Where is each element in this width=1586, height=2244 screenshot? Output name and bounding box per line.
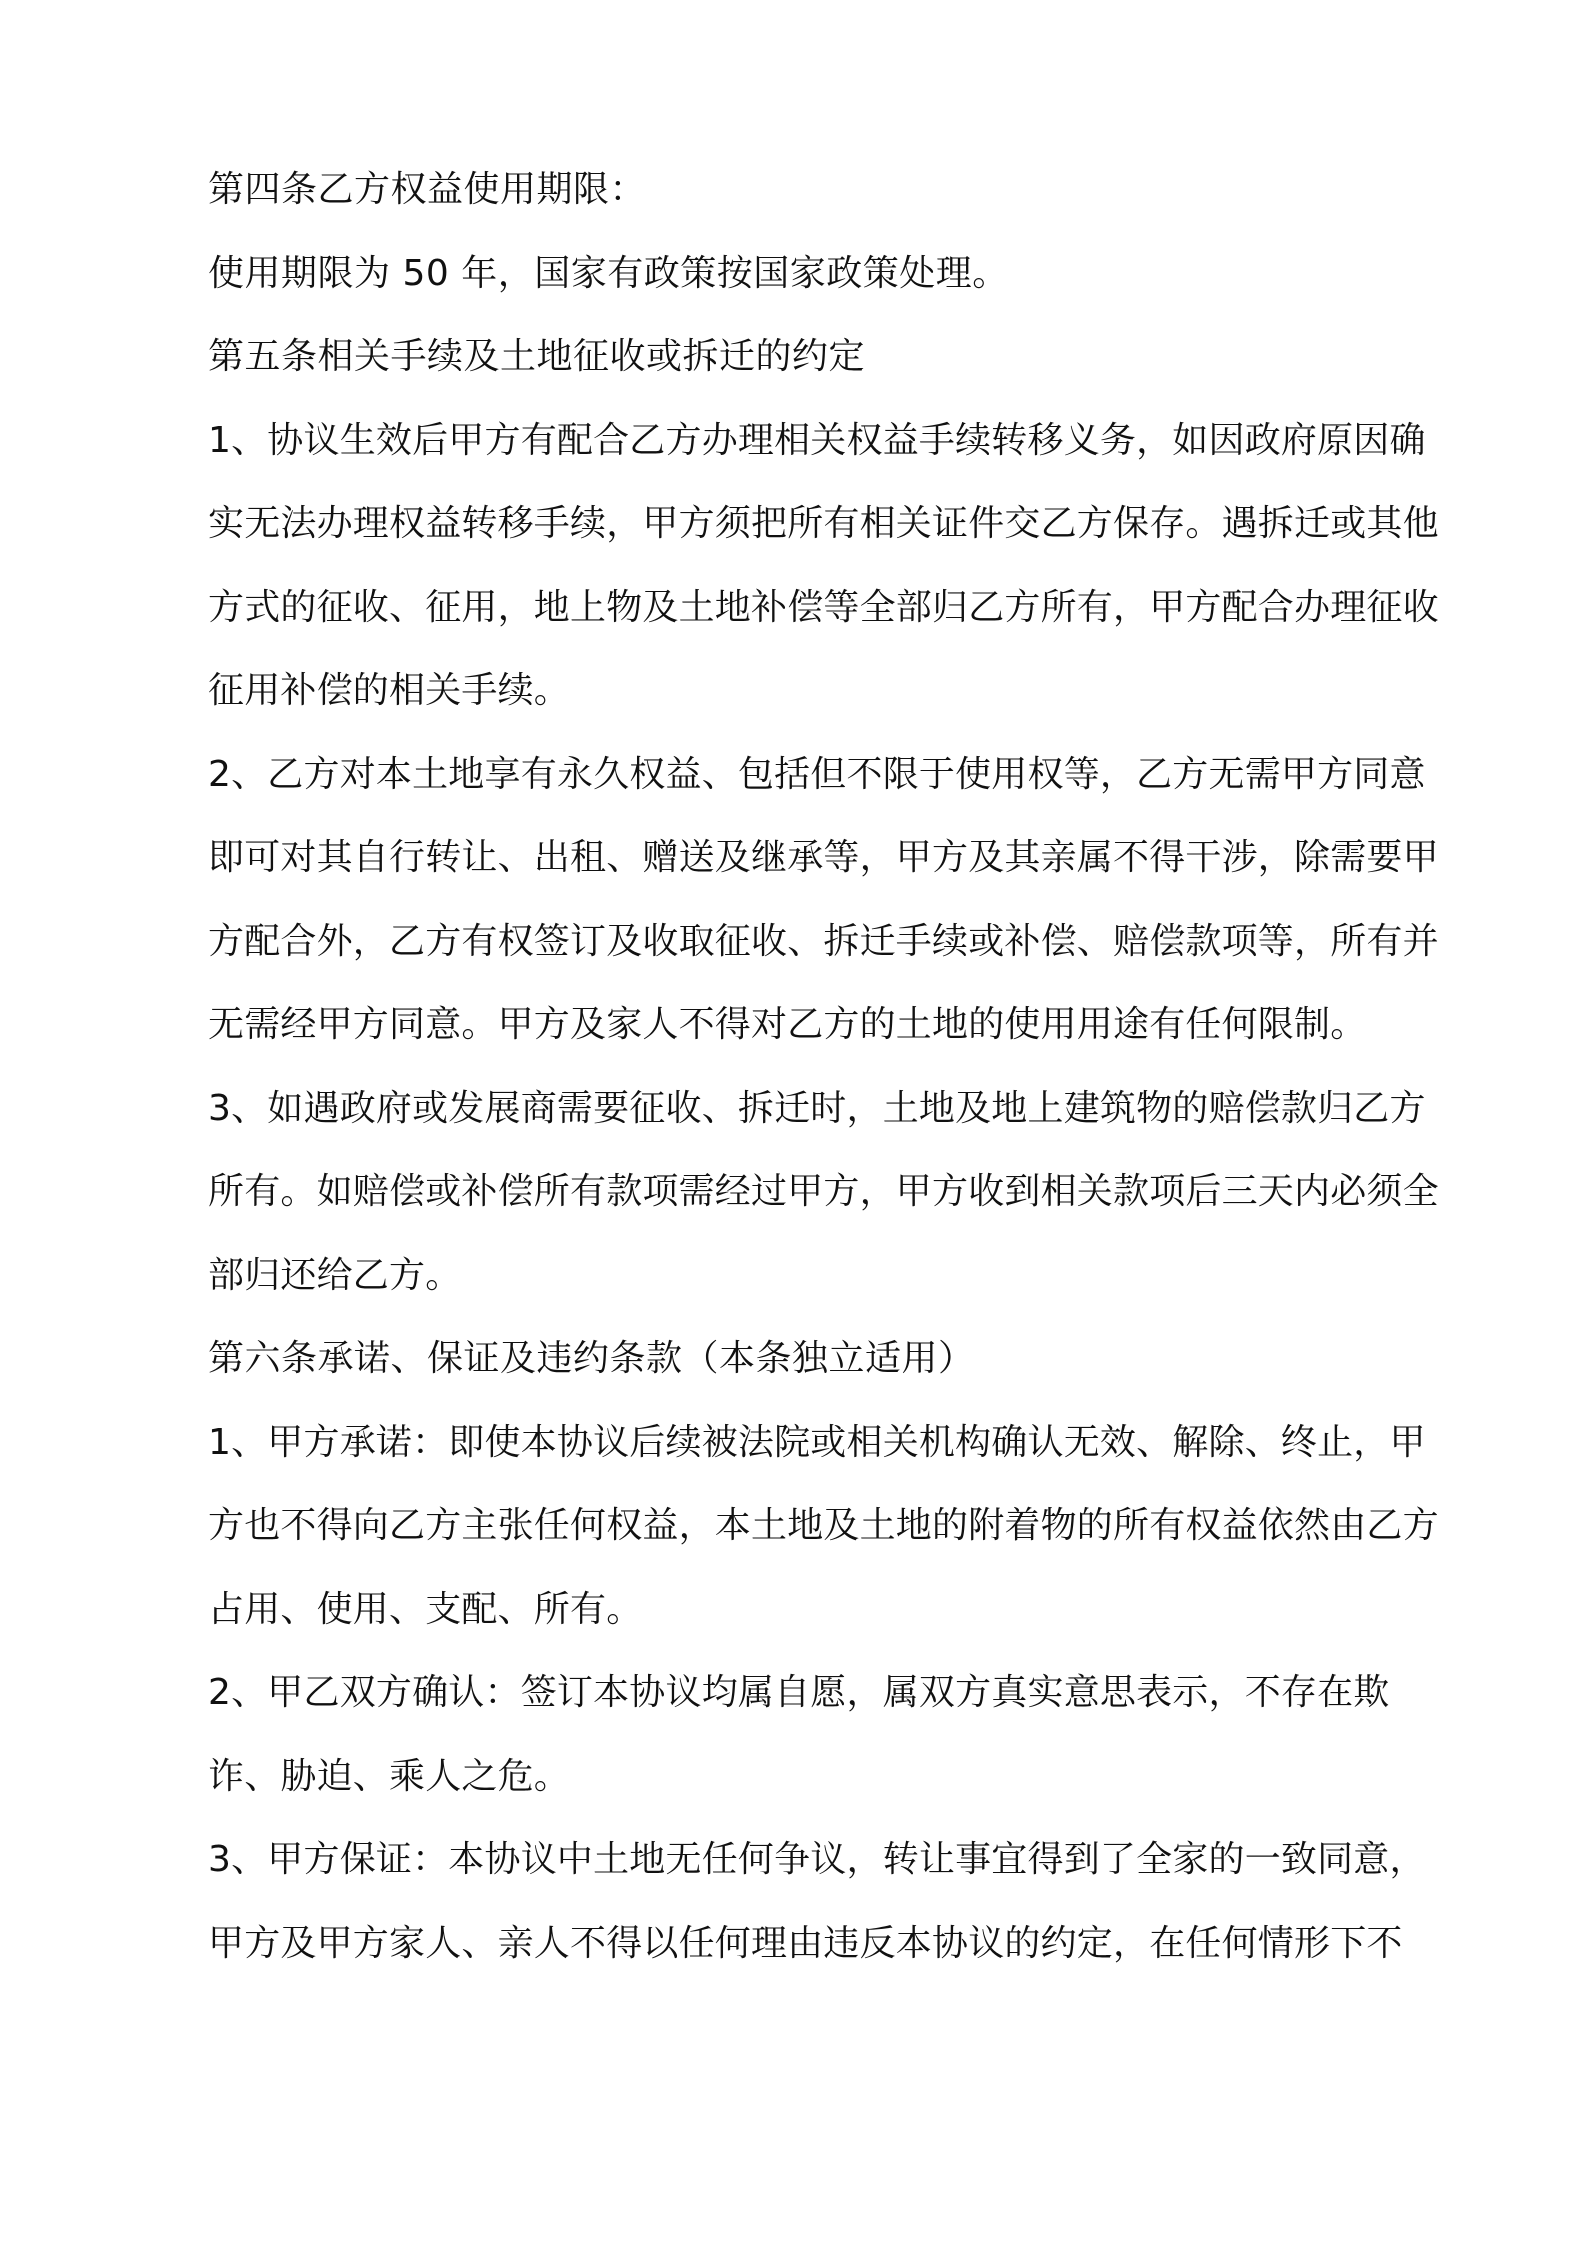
article-5-clause-3: 3、如遇政府或发展商需要征收、拆迁时，土地及地上建筑物的赔偿款归乙方所有。如赔偿或补偿所有款项需经过甲方，甲方收到相关款项后三天内必须全部归还给乙方。 [208, 1087, 1439, 1296]
article-6-clause-1: 1、甲方承诺：即使本协议后续被法院或相关机构确认无效、解除、终止，甲方也不得向乙方主张任何权益，本土地及土地的附着物的所有权益依然由乙方占用、使用、支配、所有。 [208, 1421, 1439, 1630]
article-6-clause-2: 2、甲乙双方确认：签订本协议均属自愿，属双方真实意思表示，不存在欺诈、胁迫、乘人之危。 [208, 1672, 1390, 1797]
article-5-clause-1: 1、协议生效后甲方有配合乙方办理相关权益手续转移义务，如因政府原因确实无法办理权益转移手续，甲方须把所有相关证件交乙方保存。遇拆迁或其他方式的征收、征用，地上物及土地补偿等全部归乙方所有，甲方配合办理征收征用补偿的相关手续。 [208, 419, 1439, 711]
article-4-term: 使用期限为 50 年，国家有政策按国家政策处理。 [208, 252, 1009, 294]
article-6-heading: 第六条承诺、保证及违约条款（本条独立适用） [208, 1338, 975, 1379]
article-4-heading: 第四条乙方权益使用期限： [208, 169, 647, 210]
article-5-heading: 第五条相关手续及土地征收或拆迁的约定 [208, 336, 866, 377]
article-5-clause-2: 2、乙方对本土地享有永久权益、包括但不限于使用权等，乙方无需甲方同意即可对其自行转让、出租、赠送及继承等，甲方及其亲属不得干涉，除需要甲方配合外，乙方有权签订及收取征收、拆迁手续或补偿、赔偿款项等，所有并无需经甲方同意。甲方及家人不得对乙方的土地的使用用途有任何限制。 [208, 753, 1439, 1045]
article-6-clause-3: 3、甲方保证：本协议中土地无任何争议，转让事宜得到了全家的一致同意，甲方及甲方家人、亲人不得以任何理由违反本协议的约定，在任何情形下不 [208, 1839, 1426, 1964]
document-body [208, 148, 1458, 1985]
